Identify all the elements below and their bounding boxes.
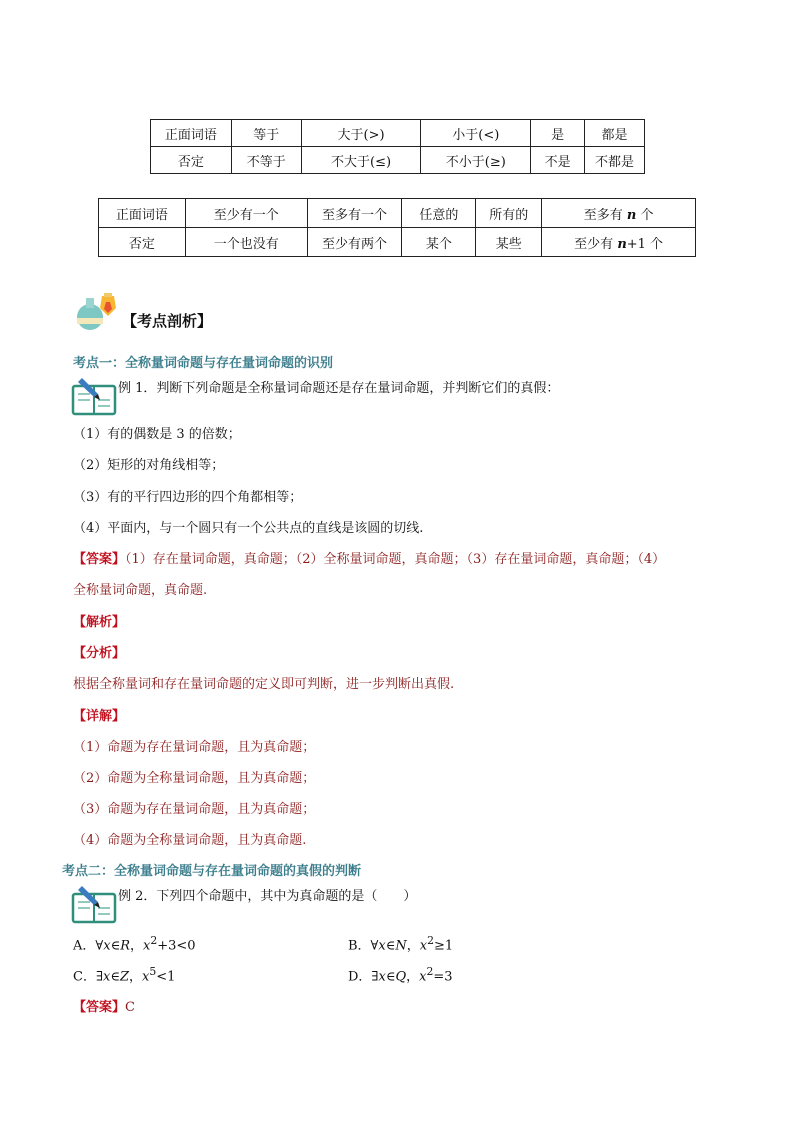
flask-icon <box>72 292 122 336</box>
table-cell: 不都是 <box>585 147 645 174</box>
table-cell: 某些 <box>476 228 542 257</box>
example-1-answer: 【答案】（1）存在量词命题，真命题；（2）全称量词命题，真命题；（3）存在量词命题，真命题；（4） <box>73 552 666 567</box>
table-cell: 至多有 n 个 <box>542 199 696 228</box>
table-cell: 小于(<) <box>421 120 531 147</box>
table-cell: 否定 <box>99 228 186 257</box>
example-1-question: 例 1．判断下列命题是全称量词命题还是存在量词命题，并判断它们的真假： <box>118 381 560 396</box>
table-cell: 不小于(≥) <box>421 147 531 174</box>
jiexi-label: 【解析】 <box>73 615 126 630</box>
table-cell: 大于(>) <box>301 120 421 147</box>
table-cell: 某个 <box>402 228 476 257</box>
table-cell: 至少有两个 <box>307 228 402 257</box>
list-item: （4）平面内，与一个圆只有一个公共点的直线是该圆的切线. <box>73 521 424 536</box>
fenxi-text: 根据全称量词和存在量词命题的定义即可判断，进一步判断出真假. <box>73 677 455 692</box>
negation-table-1 <box>150 119 645 174</box>
kaodian-2-heading: 考点二：全称量词命题与存在量词命题的真假的判断 <box>62 864 362 879</box>
section-title: 【考点剖析】 <box>122 312 213 330</box>
table-cell: 都是 <box>585 120 645 147</box>
book-pencil-icon <box>70 374 118 420</box>
option-a[interactable]: A．∀x∈R，$x^2+3<0$ <box>73 934 196 954</box>
list-item: （3）有的平行四边形的四个角都相等； <box>73 490 303 505</box>
table-cell: 一个也没有 <box>185 228 307 257</box>
book-pencil-icon <box>70 882 118 928</box>
example-1-answer-cont: 全称量词命题，真命题. <box>73 583 208 598</box>
table-cell: 至少有一个 <box>185 199 307 228</box>
detail-item: （4）命题为全称量词命题，且为真命题. <box>73 833 307 848</box>
table-row <box>99 228 696 257</box>
option-d[interactable]: D．∃x∈Q，$x^2=3$ <box>348 965 453 985</box>
table-cell: 不大于(≤) <box>301 147 421 174</box>
table-row <box>99 199 696 228</box>
table-cell: 不等于 <box>231 147 301 174</box>
table-cell: 否定 <box>151 147 232 174</box>
table-cell: 任意的 <box>402 199 476 228</box>
example-2-answer: 【答案】C <box>73 1000 135 1015</box>
negation-table-2 <box>98 198 696 257</box>
detail-item: （2）命题为全称量词命题，且为真命题； <box>73 771 316 786</box>
kaodian-1-heading: 考点一：全称量词命题与存在量词命题的识别 <box>73 356 334 371</box>
list-item: （1）有的偶数是 3 的倍数； <box>73 427 241 442</box>
table-cell: 正面词语 <box>99 199 186 228</box>
table-cell: 不是 <box>531 147 585 174</box>
table-cell: 是 <box>531 120 585 147</box>
table-cell: 至少有 n+1 个 <box>542 228 696 257</box>
fenxi-label: 【分析】 <box>73 646 126 661</box>
list-item: （2）矩形的对角线相等； <box>73 458 225 473</box>
table-cell: 所有的 <box>476 199 542 228</box>
table-row <box>151 147 645 174</box>
table-cell: 等于 <box>231 120 301 147</box>
table-row <box>151 120 645 147</box>
detail-item: （1）命题为存在量词命题，且为真命题； <box>73 740 316 755</box>
detail-item: （3）命题为存在量词命题，且为真命题； <box>73 802 316 817</box>
table-cell: 正面词语 <box>151 120 232 147</box>
table-cell: 至多有一个 <box>307 199 402 228</box>
option-b[interactable]: B．∀x∈N，$x^2\ge 1$ <box>348 934 454 954</box>
xiangjie-label: 【详解】 <box>73 709 126 724</box>
option-c[interactable]: C．∃x∈Z，$x^5<1$ <box>73 965 176 985</box>
example-2-question: 例 2．下列四个命题中，其中为真命题的是（ ） <box>118 889 417 904</box>
